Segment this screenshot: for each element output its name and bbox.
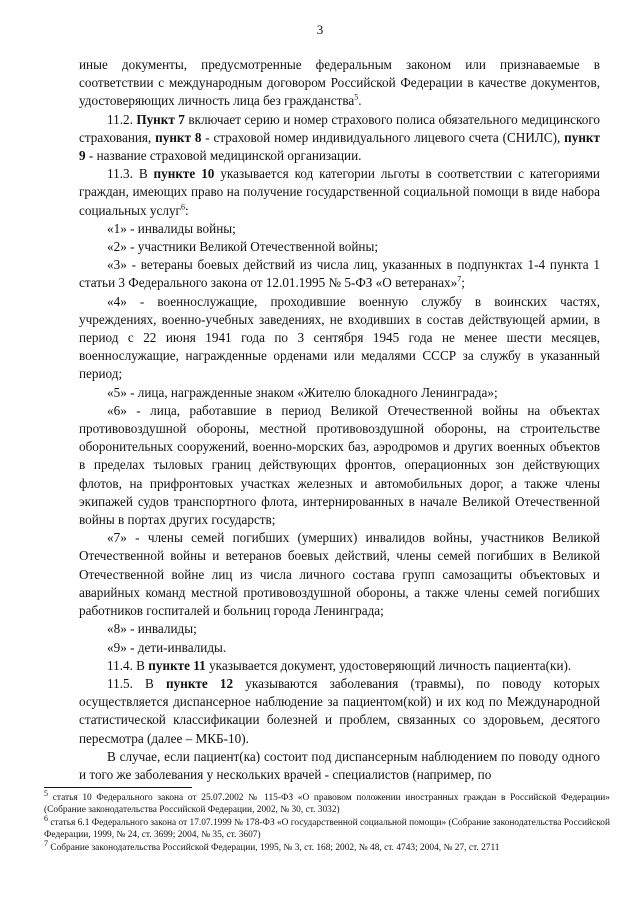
paragraph [79,529,600,620]
bold-text: пункт 9 [79,129,600,164]
paragraph [79,238,600,256]
text-run: «1» - инвалиды войны; [107,220,236,236]
paragraph [79,384,600,402]
text-run: указываются заболевания (травмы), по поводу которых осуществляется диспансерное наблюдение за пациентом(кой) и их код по Международной статистической классификации болезней и проблем, связанных со здоровьем, десятого пересмотра (далее – МКБ-10). [79,675,600,746]
page-number: 3 [316,22,324,37]
footnote [44,813,610,841]
text-run: ; [461,275,465,291]
paragraph [79,256,600,292]
text-run: указывается код категории льготы в соответствии с категориями граждан, имеющих право на получение государственной социальной помощи в виде набора социальных услуг [79,166,600,218]
text-run: иные документы, предусмотренные федеральным законом или признаваемые в соответствии с международным договором Российской Федерации в качестве документов, удостоверяющих личность лица без гражданства [79,57,600,109]
paragraph [79,639,600,657]
text-run: . [358,93,362,109]
bold-text: пункте 12 [166,675,234,691]
footnote-number: 6 [44,813,48,823]
footnote-text: статья 6.1 Федерального закона от 17.07.1999 № 178-ФЗ «О государственной социальной помощи» (Собрание законодательства Российской Федерации, 1999, № 24, ст. 3699; 2004, № 35, ст. 3607) [44,818,610,840]
text-run: 11.4. В [107,657,149,673]
text-run: «8» - инвалиды; [107,621,197,637]
text-run: «9» - дети-инвалиды. [107,639,227,655]
footnote [44,838,610,854]
paragraph [79,748,600,784]
text-run: «6» - лица, работавшие в период Великой Отечественной войны на объектах противовоздушной обороны, местной противовоздушной обороны, на строительстве оборонительных сооружений, военно-морских баз, аэродромов и других военных объектов в пределах тыловых границ действующих фронтов, операционных зон действующих флотов, на прифронтовых участках железных и автомобильных дорог, а также члены экипажей судов транспортного флота, интернированных в начале Великой Отечественной войны в портах других государств; [79,402,600,528]
text-run: 11.3. В [107,166,154,182]
text-run: В случае, если пациент(ка) состоит под диспансерным наблюдением по поводу одного и того же заболевания у нескольких врачей - специалистов (например, по [79,748,600,782]
paragraph [79,165,600,220]
footnote-ref: 6 [180,202,185,212]
footnote-text: Собрание законодательства Российской Федерации, 1995, № 3, ст. 168; 2002, № 48, ст. 4743; 2004, № 27, ст. 2711 [48,843,500,853]
text-run: - страховой номер индивидуального лицевого счета (СНИЛС), [201,129,565,145]
bold-text: Пункт 7 [136,111,185,127]
paragraph [79,56,600,111]
text-run: «4» - военнослужащие, проходившие военную службу в воинских частях, учреждениях, военно-учебных заведениях, не входивших в состав действующей армии, в период с 22 июня 1941 года по 3 сентября 1945 года не менее шести месяцев, военнослужащие, награжденные орденами или медалями СССР за службу в указанный период; [79,293,600,382]
footnote-text: статья 10 Федерального закона от 25.07.2002 № 115-ФЗ «О правовом положении иностранных граждан в Российской Федерации» (Собрание законодательства Российской Федерации, 2002, № 30, ст. 3032) [44,793,610,815]
paragraph [79,111,600,166]
paragraph [79,402,600,529]
footnote-number: 5 [44,788,48,798]
bold-text: пункте 11 [148,657,206,673]
footnote-ref: 7 [457,275,462,285]
footnotes [44,788,610,855]
paragraph [79,293,600,384]
text-run: «5» - лица, награжденные знаком «Жителю блокадного Ленинграда»; [107,384,498,400]
footnote [44,788,610,816]
text-run: «3» - ветераны боевых действий из числа лиц, указанных в подпунктах 1-4 пункта 1 статьи 3 Федерального закона от 12.01.1995 № 5-ФЗ «О ветеранах» [79,257,600,291]
text-run: «2» - участники Великой Отечественной войны; [107,239,378,255]
text-run: включает серию и номер страхового полиса обязательного медицинского страхования, [79,111,601,145]
text-run: указывается документ, удостоверяющий личность пациента(ки). [205,657,572,673]
text-run: 11.5. В [107,675,167,691]
paragraph [79,220,600,238]
paragraph [79,657,600,675]
bold-text: пункте 10 [153,166,215,182]
text-run: - название страховой медицинской организации. [85,148,362,164]
text-run: «7» - члены семей погибших (умерших) инвалидов войны, участников Великой Отечественной войны и ветеранов боевых действий, члены семей погибших в Великой Отечественной войне лиц из числа личного состава групп самозащиты объектовых и аварийных команд местной противовоздушной обороны, а также члены семей погибших работников госпиталей и больниц города Ленинграда; [79,530,600,619]
footnote-separator [44,787,192,788]
body-text [79,56,600,784]
text-run: 11.2. [107,111,137,127]
text-run: : [184,202,189,218]
footnote-number: 7 [44,838,48,848]
footnote-ref: 5 [354,93,359,103]
paragraph [79,675,600,748]
bold-text: пункт 8 [155,129,202,145]
paragraph [79,620,600,638]
